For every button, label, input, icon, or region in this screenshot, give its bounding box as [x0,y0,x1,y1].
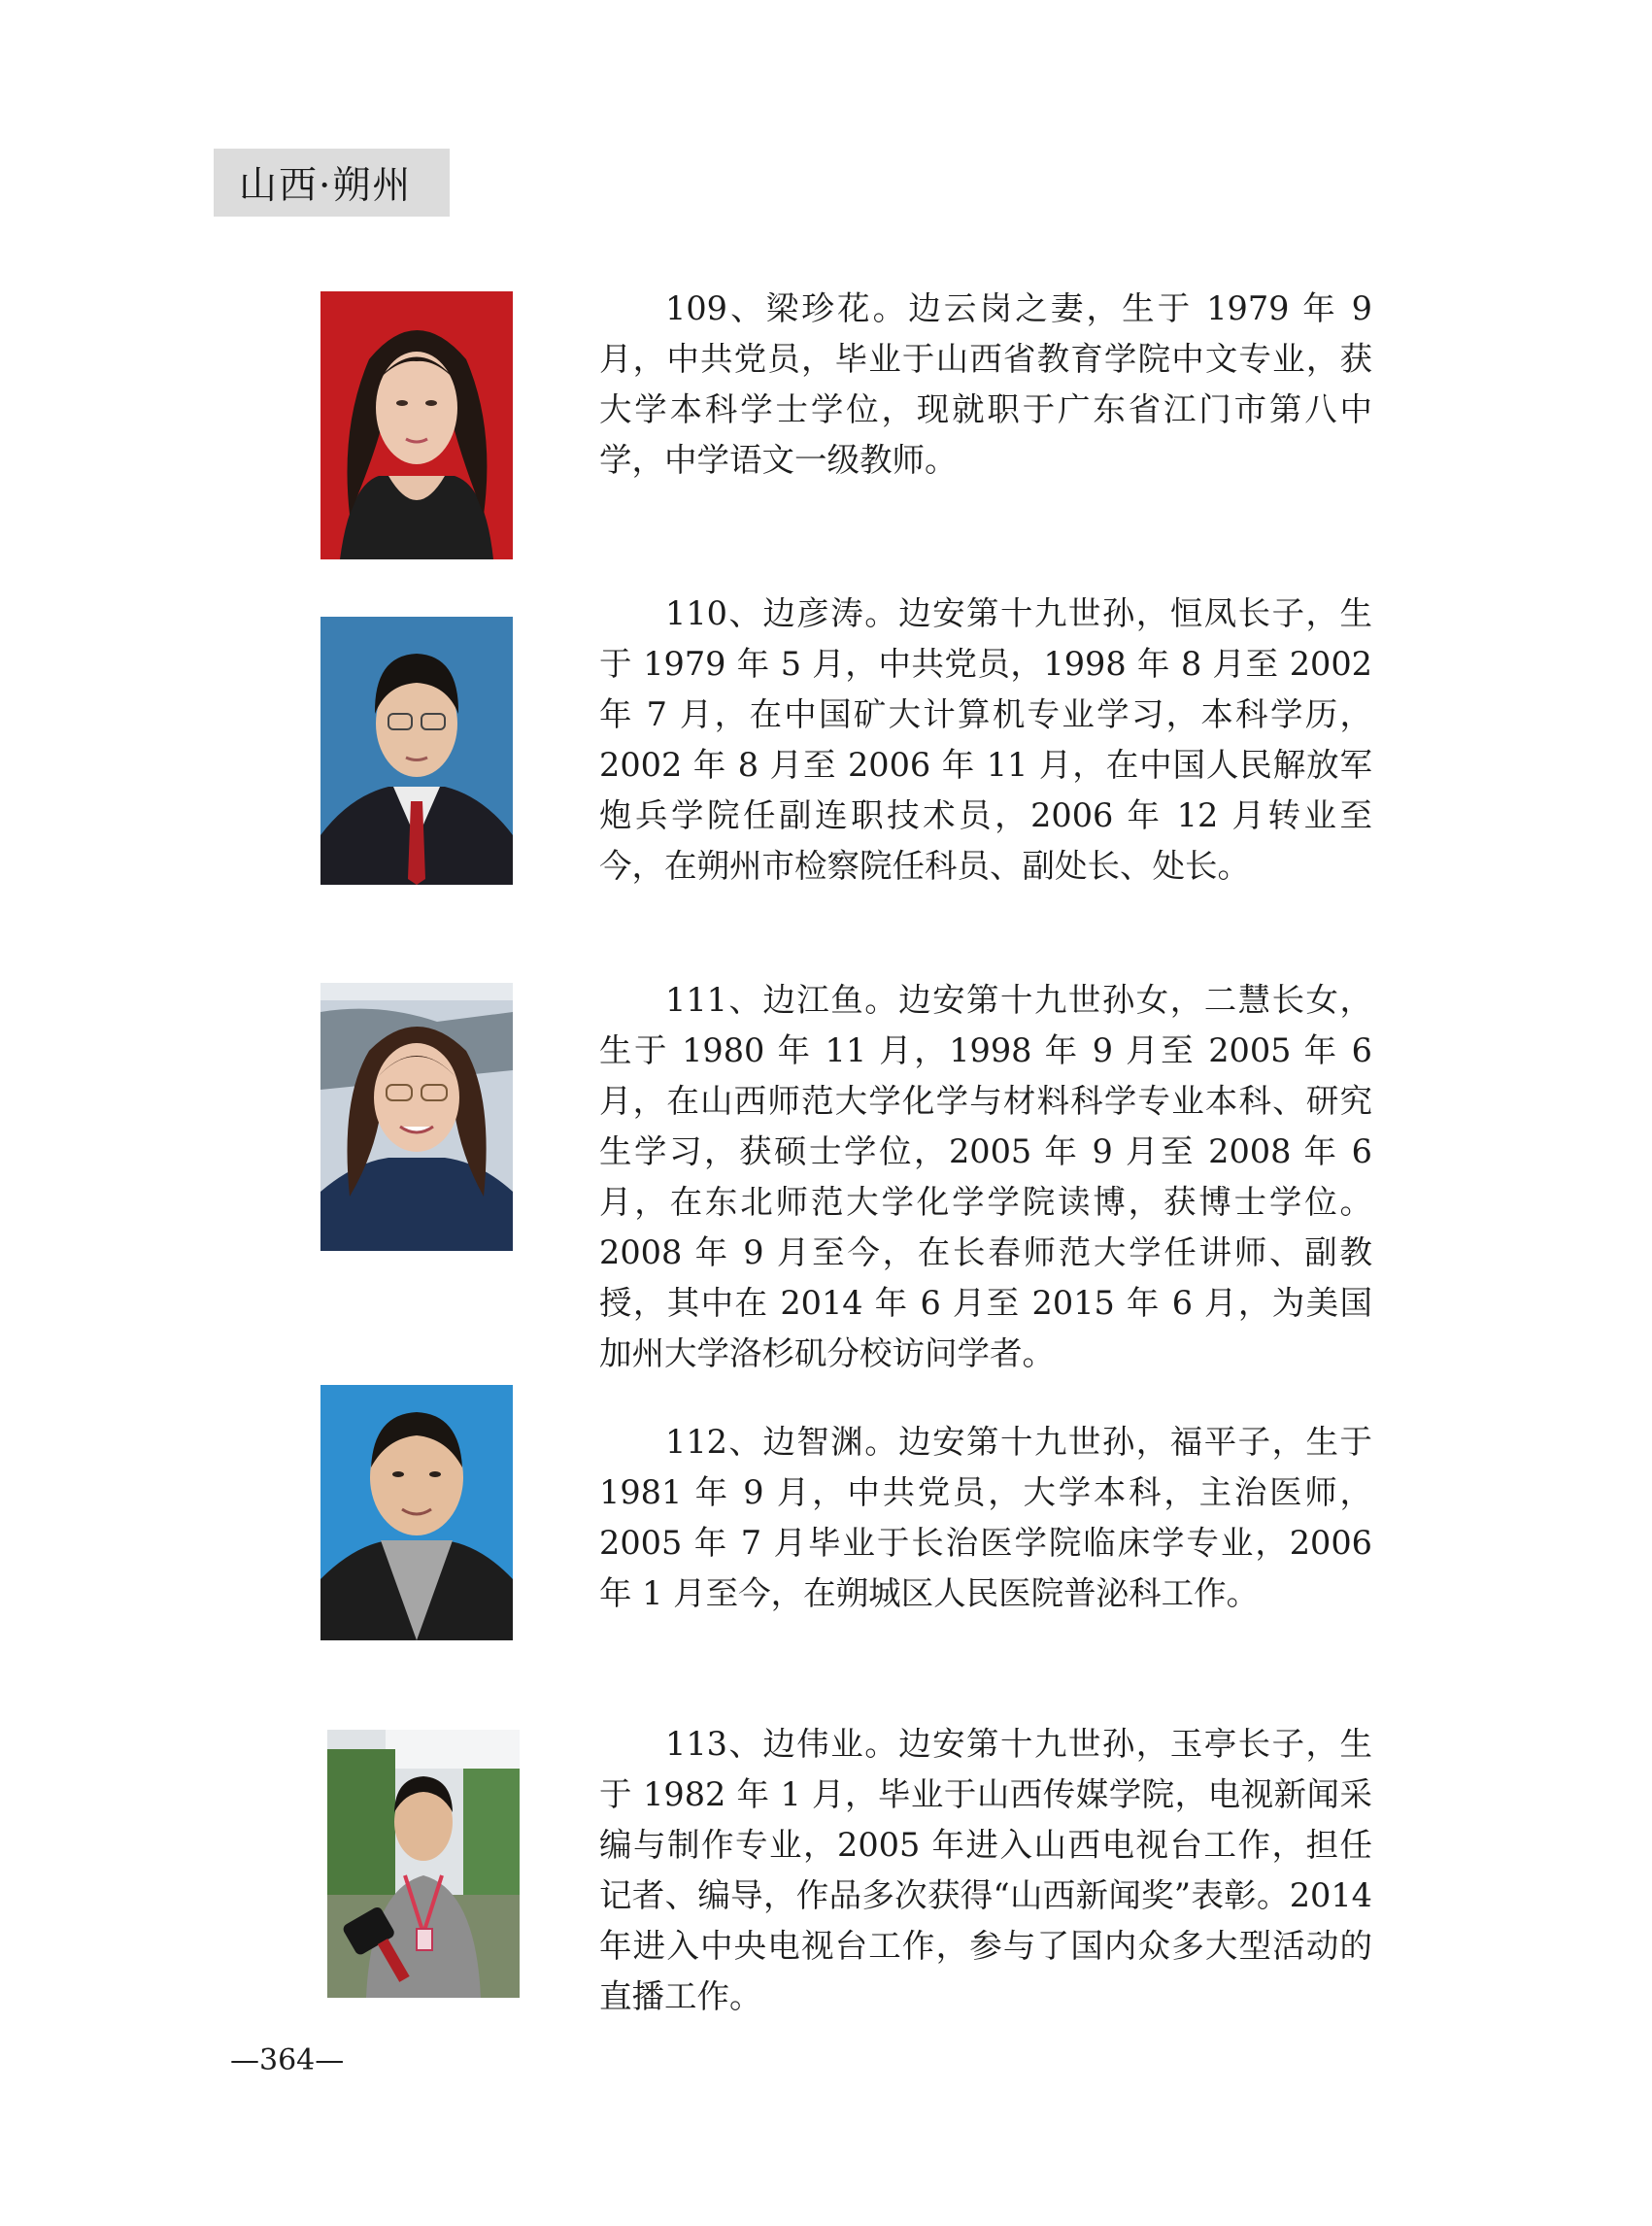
portrait-photo-113 [327,1730,520,1998]
header-title: 山西·朔州 [239,164,413,208]
portrait-photo-111 [320,983,513,1251]
bio-text-112: 112、边智渊。边安第十九世孙，福平子，生于 1981 年 9 月，中共党员，大学本科，主治医师，2005 年 7 月毕业于长治医学院临床学专业，2006 年 1 月至今，在朔城区人民医院普泌科工作。 [599,1423,1372,1612]
bio-text-110: 110、边彦涛。边安第十九世孙，恒凤长子，生于 1979 年 5 月，中共党员，1998 年 8 月至 2002 年 7 月，在中国矿大计算机专业学习，本科学历，2002 年 8 月至 2006 年 11 月，在中国人民解放军炮兵学院任副连职技术员，2006 年 12 月转业至今，在朔州市检察院任科员、副处长、处长。 [599,594,1372,885]
portrait-photo-110 [320,617,513,885]
portrait-photo-109 [320,291,513,559]
header-tab [214,149,450,217]
portrait-photo-112 [320,1385,513,1640]
bio-text-111: 111、边江鱼。边安第十九世孙女，二慧长女，生于 1980 年 11 月，1998 年 9 月至 2005 年 6 月，在山西师范大学化学与材料科学专业本科、研究生学习，获硕士学位，2005 年 9 月至 2008 年 6 月，在东北师范大学化学学院读博，获博士学位。2008 年 9 月至今，在长春师范大学任讲师、副教授，其中在 2014 年 6 月至 2015 年 6 月，为美国加州大学洛杉矶分校访问学者。 [599,981,1372,1372]
page-number: —364— [230,2043,345,2077]
bio-text-113: 113、边伟业。边安第十九世孙，玉亭长子，生于 1982 年 1 月，毕业于山西传媒学院，电视新闻采编与制作专业，2005 年进入山西电视台工作，担任记者、编导，作品多次获得“山西新闻奖”表彰。2014 年进入中央电视台工作，参与了国内众多大型活动的直播工作。 [599,1725,1372,2015]
bio-text-109: 109、梁珍花。边云岗之妻，生于 1979 年 9 月，中共党员，毕业于山西省教育学院中文专业，获大学本科学士学位，现就职于广东省江门市第八中学，中学语文一级教师。 [599,289,1372,479]
